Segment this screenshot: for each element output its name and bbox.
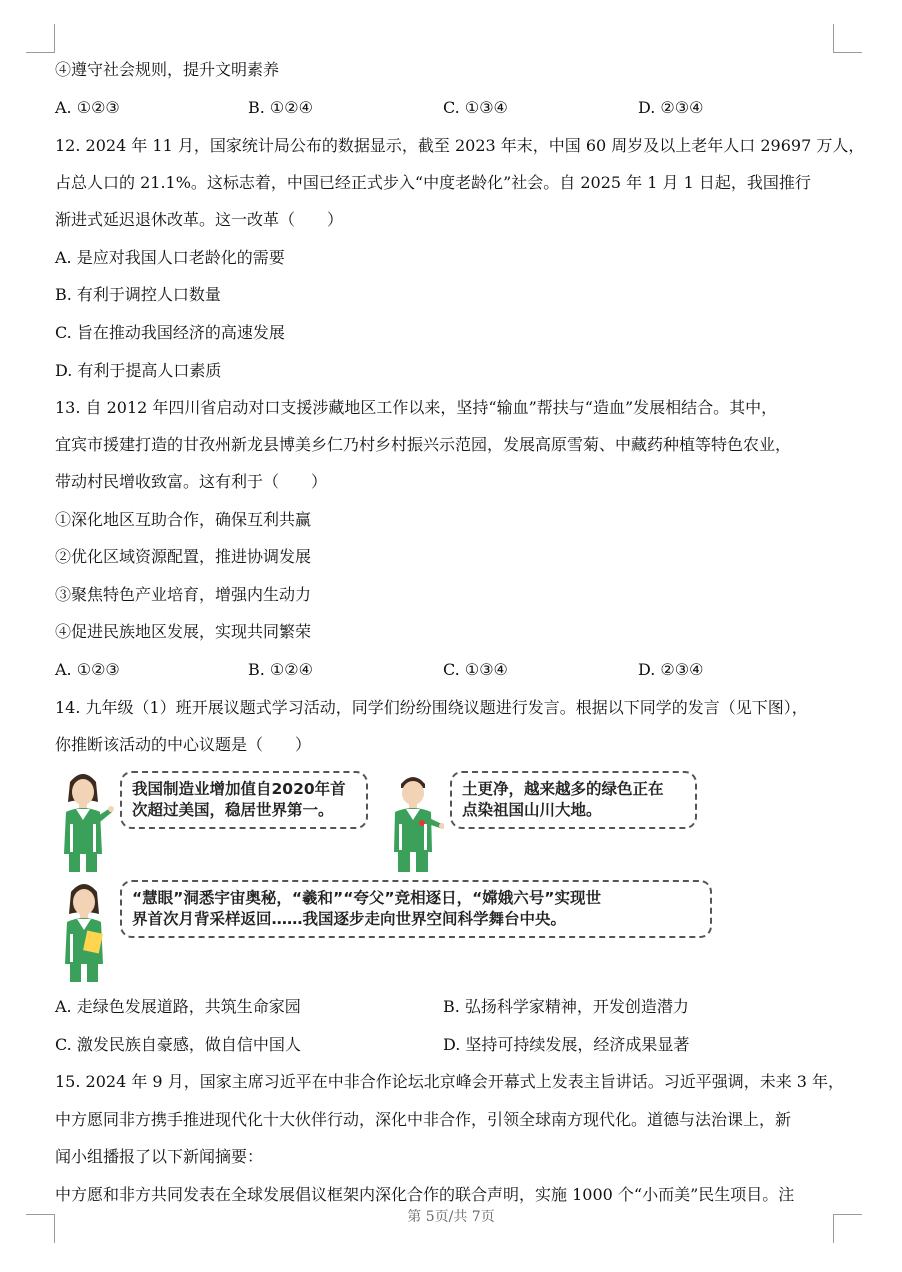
q15-news-line-1: 中方愿和非方共同发表在全球发展倡议框架内深化合作的联合声明，实施 1000 个“小而美”民生项目。注: [55, 1185, 795, 1204]
q13-option-b[interactable]: B. ①②④: [248, 660, 313, 679]
student-girl-figure: [52, 768, 114, 874]
bubble-1-line-2: 次超过美国，稳居世界第一。: [132, 801, 334, 819]
corner-mark-top-right: [833, 24, 862, 53]
student-boy-figure: [382, 768, 444, 874]
q11-option-c[interactable]: C. ①③④: [443, 98, 508, 117]
q14-option-d[interactable]: D. 坚持可持续发展，经济成果显著: [443, 1035, 690, 1054]
q14-stem-line-1: 14. 九年级（1）班开展议题式学习活动，同学们纷纷围绕议题进行发言。根据以下同学的发言（见下图），: [55, 698, 808, 717]
q13-option-d[interactable]: D. ②③④: [638, 660, 704, 679]
bubble-2-line-2: 点染祖国山川大地。: [462, 801, 602, 819]
bubble-1-line-1: 我国制造业增加值自2020年首: [132, 780, 346, 798]
bubble-2-line-1: 土更净，越来越多的绿色正在: [462, 780, 664, 798]
student-girl-book-figure: [55, 878, 113, 984]
q13-option-a[interactable]: A. ①②③: [55, 660, 120, 679]
q14-option-a[interactable]: A. 走绿色发展道路，共筑生命家园: [55, 997, 301, 1016]
page-footer: 第 5页/共 7页: [407, 1209, 495, 1225]
q15-stem-line-2: 中方愿同非方携手推进现代化十大伙伴行动，深化中非合作，引领全球南方现代化。道德与法治课上，新: [55, 1110, 792, 1129]
speech-bubble-green: [450, 771, 697, 829]
bubble-3-line-1: “慧眼”洞悉宇宙奥秘，“羲和”“夸父”竞相逐日，“嫦娥六号”实现世: [132, 889, 601, 907]
q13-option-c[interactable]: C. ①③④: [443, 660, 508, 679]
q13-stem-line-1: 13. 自 2012 年四川省启动对口支援涉藏地区工作以来，坚持“输血”帮扶与“造血”发展相结合。其中，: [55, 398, 778, 417]
q13-item-4: ④促进民族地区发展，实现共同繁荣: [55, 622, 312, 641]
q11-option-a[interactable]: A. ①②③: [55, 98, 120, 117]
q12-option-b[interactable]: B. 有利于调控人口数量: [55, 285, 221, 304]
q13-stem-line-2: 宜宾市援建打造的甘孜州新龙县博美乡仁乃村乡村振兴示范园，发展高原雪菊、中藏药种植等特色农业，: [55, 435, 792, 454]
q12-stem-line-2: 占总人口的 21.1%。这标志着，中国已经正式步入“中度老龄化”社会。自 2025 年 1 月 1 日起，我国推行: [55, 173, 811, 192]
q12-option-d[interactable]: D. 有利于提高人口素质: [55, 361, 222, 380]
q11-option-d[interactable]: D. ②③④: [638, 98, 704, 117]
q14-option-c[interactable]: C. 激发民族自豪感，做自信中国人: [55, 1035, 301, 1054]
q15-stem-line-1: 15. 2024 年 9 月，国家主席习近平在中非合作论坛北京峰会开幕式上发表主旨讲话。习近平强调，未来 3 年，: [55, 1072, 845, 1091]
q13-item-3: ③聚焦特色产业培育，增强内生动力: [55, 585, 312, 604]
speech-bubble-manufacturing: [120, 771, 368, 829]
q14-stem-line-2: 你推断该活动的中心议题是（ ）: [55, 735, 312, 754]
q13-stem-line-3: 带动村民增收致富。这有利于（ ）: [55, 472, 328, 491]
q15-stem-line-3: 闻小组播报了以下新闻摘要：: [55, 1147, 264, 1166]
speech-bubble-space: [120, 880, 712, 938]
q13-item-1: ①深化地区互助合作，确保互利共赢: [55, 510, 312, 529]
q12-option-a[interactable]: A. 是应对我国人口老龄化的需要: [55, 248, 285, 267]
bubble-3-line-2: 界首次月背采样返回……我国逐步走向世界空间科学舞台中央。: [132, 910, 567, 928]
corner-mark-top-left: [26, 24, 55, 53]
q11-item-4: ④遵守社会规则，提升文明素养: [55, 60, 280, 79]
q12-stem-line-1: 12. 2024 年 11 月，国家统计局公布的数据显示，截至 2023 年末，中国 60 周岁及以上老年人口 29697 万人，: [55, 136, 865, 155]
q14-option-b[interactable]: B. 弘扬科学家精神，开发创造潜力: [443, 997, 689, 1016]
q13-item-2: ②优化区域资源配置，推进协调发展: [55, 547, 312, 566]
q11-option-b[interactable]: B. ①②④: [248, 98, 313, 117]
q12-option-c[interactable]: C. 旨在推动我国经济的高速发展: [55, 323, 285, 342]
q12-stem-line-3: 渐进式延迟退休改革。这一改革（ ）: [55, 210, 344, 229]
